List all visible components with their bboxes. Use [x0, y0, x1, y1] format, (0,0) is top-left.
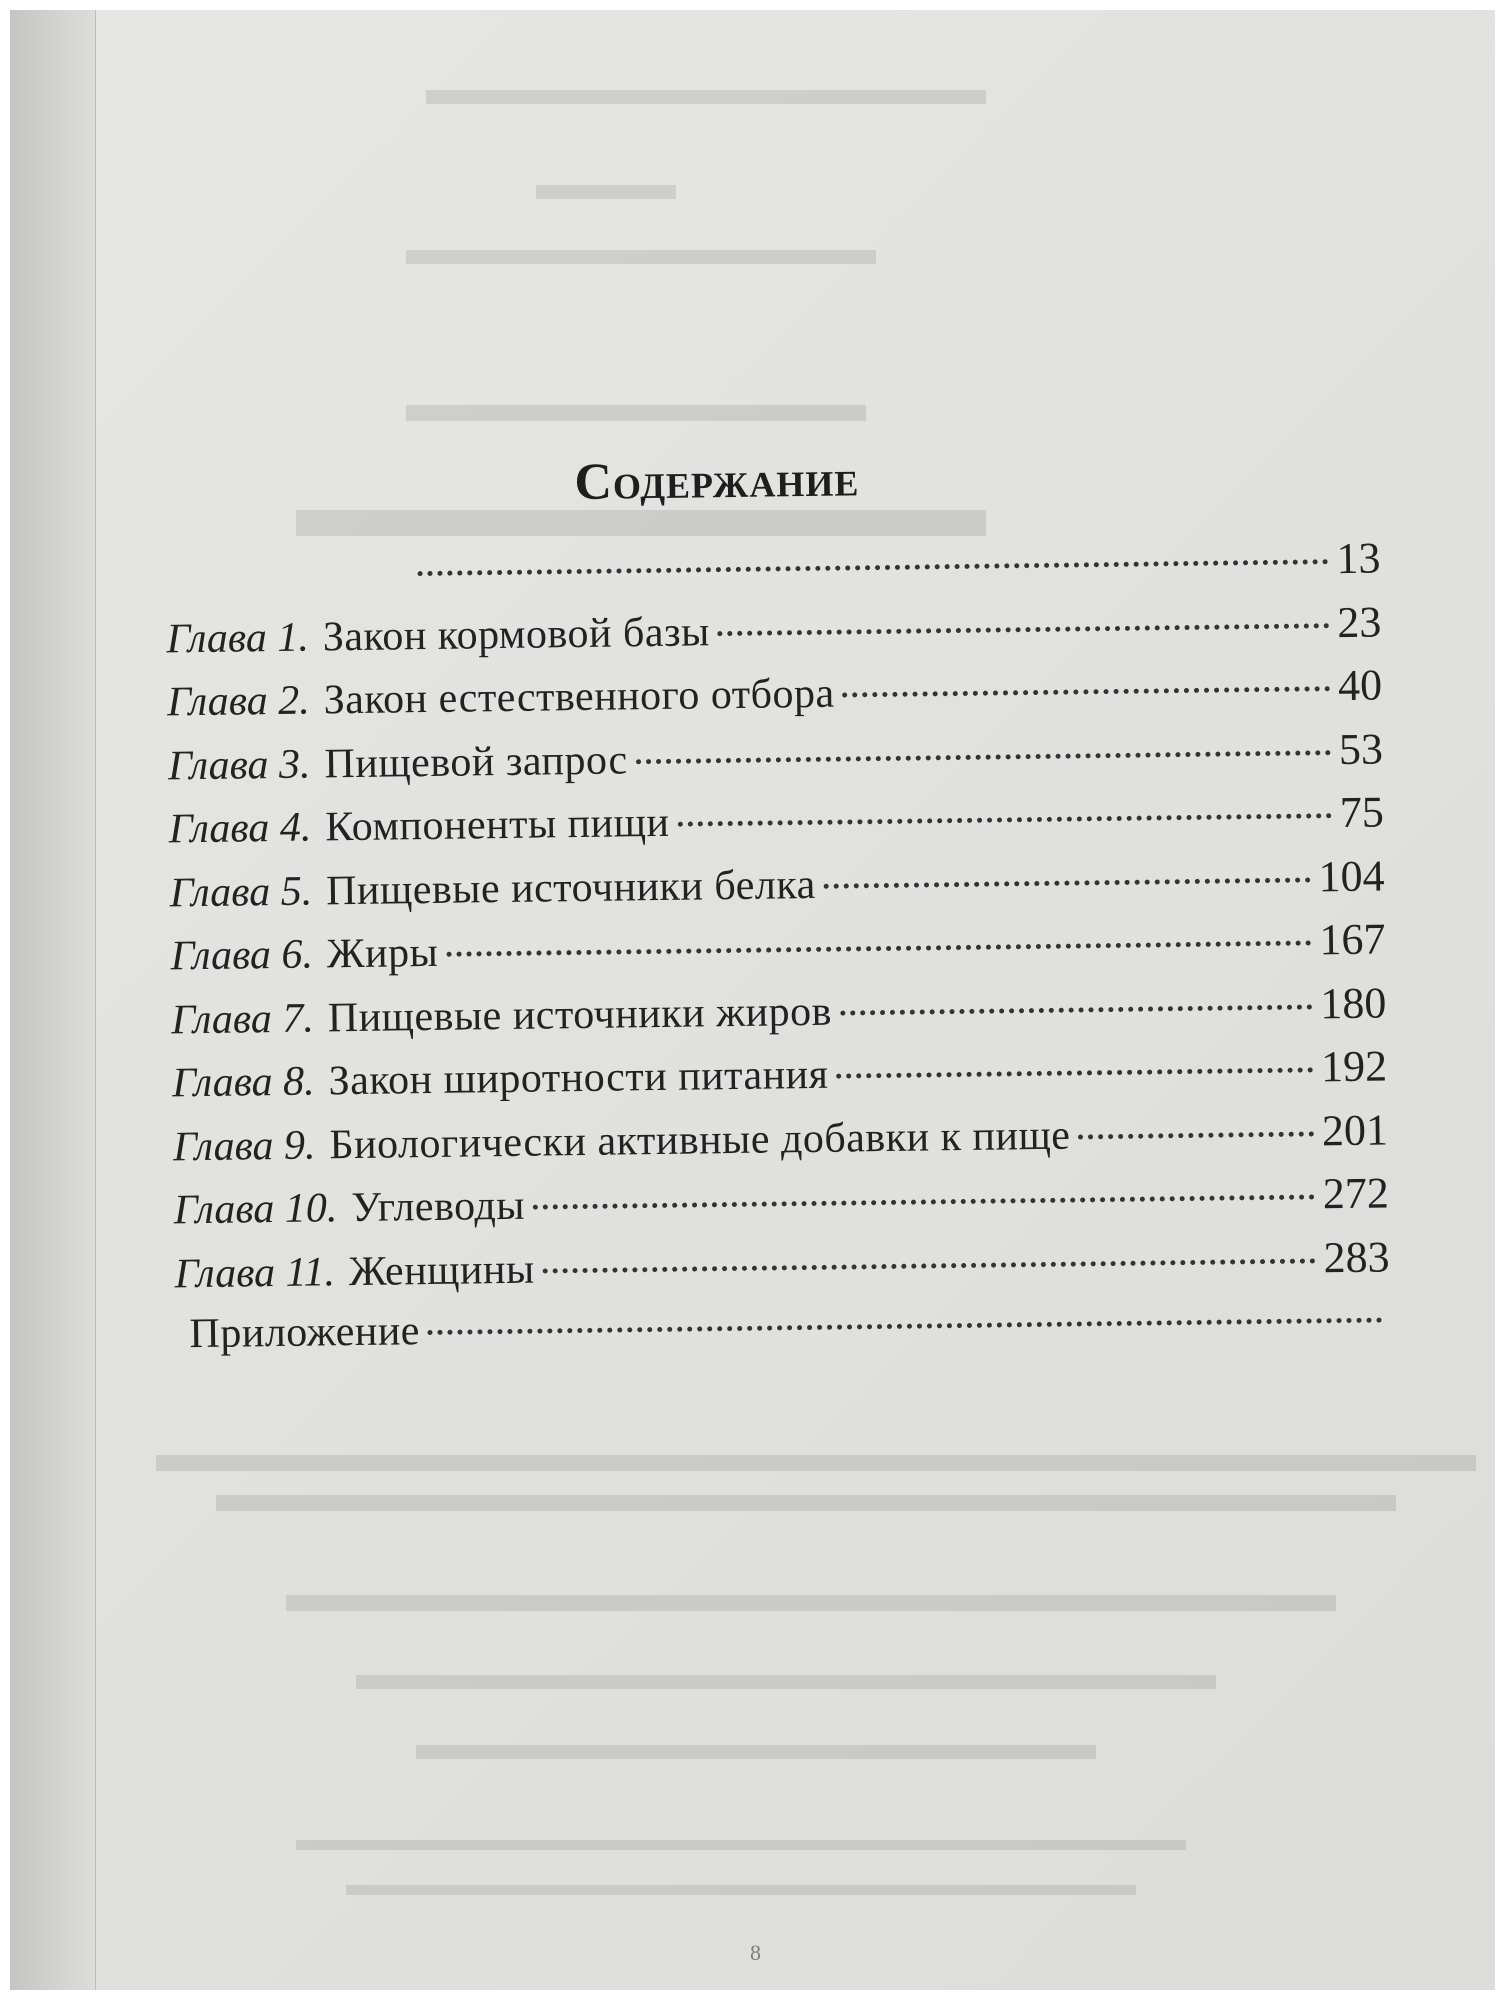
dot-leader — [843, 686, 1331, 697]
toc-entry-title: Приложение — [189, 1308, 421, 1358]
page-title: Содержание — [574, 450, 860, 512]
toc-entry-title: Закон естественного отбора — [323, 670, 835, 724]
dot-leader — [533, 1194, 1315, 1209]
table-of-contents — [10, 10, 1495, 1990]
toc-entry-prefix: Глава 4. — [168, 804, 312, 853]
toc-entry-prefix: Глава 1. — [166, 614, 310, 662]
dot-leader — [718, 623, 1330, 636]
toc-entry-title: Углеводы — [350, 1182, 526, 1232]
toc-entry-page: 23 — [1336, 596, 1382, 647]
toc-entry-prefix: Глава 6. — [170, 931, 314, 980]
toc-entry-page: 192 — [1320, 1041, 1388, 1092]
toc-entry-prefix: Глава 5. — [169, 868, 313, 916]
dot-leader — [418, 559, 1329, 576]
toc-entry-page: 104 — [1318, 850, 1385, 901]
dot-leader — [446, 940, 1311, 956]
toc-entry-page: 53 — [1338, 723, 1384, 774]
toc-entry-page: 283 — [1323, 1231, 1390, 1282]
toc-entry-title: Жиры — [326, 929, 439, 978]
toc-entry-page: 75 — [1339, 787, 1385, 838]
toc-entry-prefix: Глава 7. — [171, 995, 315, 1043]
toc-entry-page: 40 — [1337, 660, 1383, 711]
toc-entry-title: Пищевые источники белка — [325, 861, 817, 914]
dot-leader — [543, 1258, 1316, 1273]
dot-leader — [636, 750, 1331, 764]
toc-entry-title: Пищевой запрос — [324, 736, 628, 787]
dot-leader — [1078, 1131, 1314, 1139]
dot-leader — [428, 1318, 1383, 1335]
dot-leader — [836, 1067, 1313, 1078]
toc-entry-prefix: Глава 11. — [174, 1248, 336, 1297]
toc-entry-prefix: Глава 2. — [166, 677, 310, 726]
toc-entry-title: Закон кормовой базы — [322, 608, 711, 660]
toc-entry-title: Биологически активные добавки к пище — [329, 1112, 1071, 1168]
toc-entry-title: Компоненты пищи — [325, 799, 670, 851]
toc-entry-page: 13 — [1336, 533, 1381, 584]
toc-entry-prefix: Глава 10. — [173, 1185, 338, 1234]
toc-list — [165, 533, 1391, 1374]
toc-entry-page: 201 — [1321, 1104, 1389, 1155]
toc-entry-title: Закон широтности питания — [328, 1051, 829, 1105]
toc-entry-prefix: Глава 8. — [171, 1058, 315, 1107]
toc-entry-title: Пищевые источники жиров — [327, 988, 833, 1041]
toc-entry-page: 180 — [1319, 977, 1387, 1028]
dot-leader — [840, 1004, 1312, 1015]
dot-leader — [824, 877, 1311, 888]
toc-entry-page: 272 — [1322, 1168, 1390, 1219]
toc-entry-title: Женщины — [348, 1246, 535, 1295]
toc-entry-prefix: Глава 9. — [172, 1121, 316, 1170]
toc-entry-page: 167 — [1319, 914, 1386, 965]
dot-leader — [677, 813, 1331, 827]
page-number: 8 — [750, 1940, 761, 1965]
book-photo — [10, 10, 1495, 1990]
toc-entry-prefix: Глава 3. — [167, 741, 311, 789]
